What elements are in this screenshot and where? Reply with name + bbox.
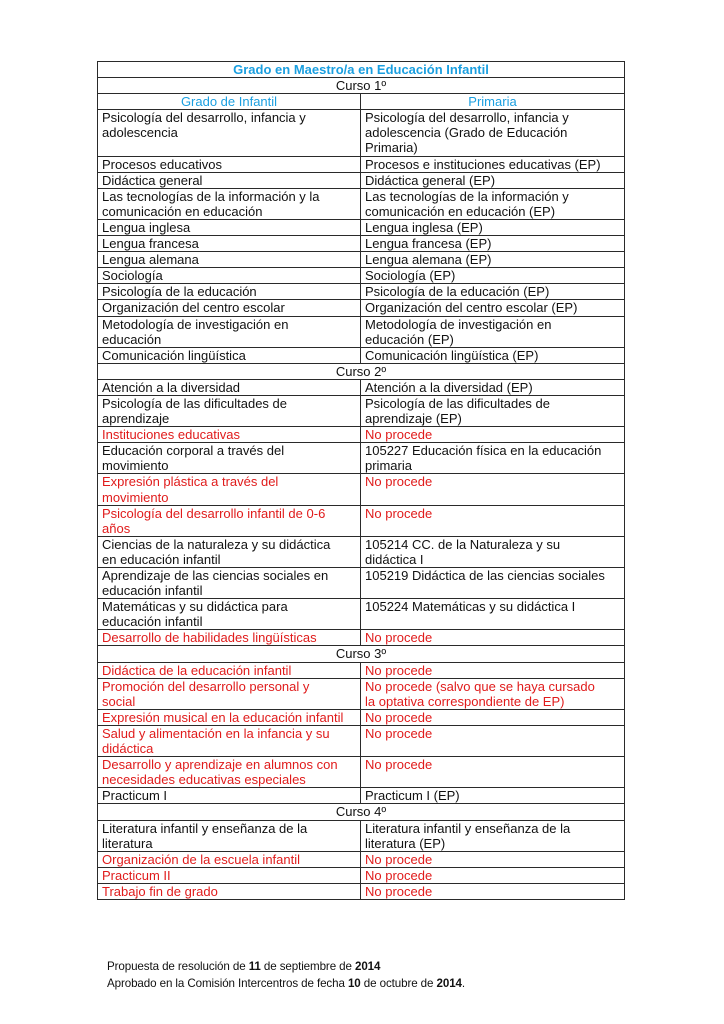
table-row (98, 568, 625, 599)
footer-text: Propuesta de resolución de (107, 960, 249, 973)
table-row (98, 788, 625, 804)
table-row (98, 172, 625, 188)
cell-primaria: No procede (361, 867, 625, 883)
table-row (98, 268, 625, 284)
cell-infantil: Psicología del desarrollo, infancia y adolescencia (98, 110, 361, 156)
footer-emphasis: 2014 (436, 977, 462, 990)
cell-primaria: No procede (361, 883, 625, 899)
footer-text: Aprobado en la Comisión Intercentros de fecha (107, 977, 348, 990)
table-row (98, 219, 625, 235)
cell-infantil: Atención a la diversidad (98, 379, 361, 395)
footer (107, 958, 465, 992)
cell-primaria: Las tecnologías de la información y comunicación en educación (EP) (361, 188, 625, 219)
table-row (98, 443, 625, 474)
cell-primaria: Practicum I (EP) (361, 788, 625, 804)
cell-primaria: Literatura infantil y enseñanza de la literatura (EP) (361, 820, 625, 851)
table-row (98, 379, 625, 395)
cell-infantil: Lengua francesa (98, 236, 361, 252)
cell-infantil: Sociología (98, 268, 361, 284)
cell-infantil: Lengua alemana (98, 252, 361, 268)
footer-text: de septiembre de (260, 960, 355, 973)
cell-primaria: Psicología del desarrollo, infancia y adolescencia (Grado de Educación Primaria) (361, 110, 625, 156)
cell-infantil: Promoción del desarrollo personal y social (98, 678, 361, 709)
footer-text: de octubre de (360, 977, 437, 990)
cell-infantil: Aprendizaje de las ciencias sociales en educación infantil (98, 568, 361, 599)
cell-primaria: No procede (361, 662, 625, 678)
footer-emphasis: 10 (347, 977, 361, 990)
cell-primaria: Lengua inglesa (EP) (361, 219, 625, 235)
course-label: Curso 2º (98, 363, 625, 379)
table-row (98, 252, 625, 268)
cell-infantil: Desarrollo y aprendizaje en alumnos con necesidades educativas especiales (98, 757, 361, 788)
course-row (98, 804, 625, 820)
table-row (98, 599, 625, 630)
cell-primaria: No procede (361, 757, 625, 788)
table-row (98, 188, 625, 219)
table-row-no-procede (98, 725, 625, 756)
cell-infantil: Lengua inglesa (98, 219, 361, 235)
cell-infantil: Matemáticas y su didáctica para educación infantil (98, 599, 361, 630)
cell-infantil: Practicum I (98, 788, 361, 804)
table-row-no-procede (98, 427, 625, 443)
cell-primaria: 105224 Matemáticas y su didáctica I (361, 599, 625, 630)
footer-emphasis: 11 (248, 960, 261, 973)
column-header-row (98, 94, 625, 110)
table-row-no-procede (98, 757, 625, 788)
column-header-primaria: Primaria (361, 94, 625, 110)
table-row-no-procede (98, 630, 625, 646)
table-row-no-procede (98, 867, 625, 883)
cell-infantil: Educación corporal a través del movimiento (98, 443, 361, 474)
cell-primaria: Lengua francesa (EP) (361, 236, 625, 252)
table-body (98, 62, 625, 900)
cell-primaria: Procesos e instituciones educativas (EP) (361, 156, 625, 172)
cell-infantil: Psicología del desarrollo infantil de 0-6 años (98, 505, 361, 536)
table-row (98, 156, 625, 172)
cell-infantil: Las tecnologías de la información y la comunicación en educación (98, 188, 361, 219)
table-row-no-procede (98, 851, 625, 867)
table-row-no-procede (98, 662, 625, 678)
cell-infantil: Desarrollo de habilidades lingüísticas (98, 630, 361, 646)
table-row-no-procede (98, 709, 625, 725)
cell-primaria: Comunicación lingüística (EP) (361, 347, 625, 363)
table-row (98, 284, 625, 300)
footer-text: . (461, 977, 466, 990)
cell-infantil: Didáctica general (98, 172, 361, 188)
course-row (98, 78, 625, 94)
table-row-no-procede (98, 883, 625, 899)
table-row (98, 300, 625, 316)
table-row-no-procede (98, 474, 625, 505)
table-row (98, 536, 625, 567)
table-row (98, 395, 625, 426)
column-header-infantil: Grado de Infantil (98, 94, 361, 110)
cell-primaria: Sociología (EP) (361, 268, 625, 284)
cell-primaria: 105219 Didáctica de las ciencias sociales (361, 568, 625, 599)
footer-line (107, 958, 465, 975)
cell-infantil: Psicología de la educación (98, 284, 361, 300)
course-row (98, 363, 625, 379)
table-title: Grado en Maestro/a en Educación Infantil (98, 62, 625, 78)
cell-primaria: No procede (salvo que se haya cursado la optativa correspondiente de EP) (361, 678, 625, 709)
cell-primaria: Metodología de investigación en educación (EP) (361, 316, 625, 347)
cell-infantil: Trabajo fin de grado (98, 883, 361, 899)
cell-infantil: Psicología de las dificultades de aprendizaje (98, 395, 361, 426)
table-row (98, 236, 625, 252)
cell-primaria: No procede (361, 505, 625, 536)
course-label: Curso 4º (98, 804, 625, 820)
cell-infantil: Expresión plástica a través del movimiento (98, 474, 361, 505)
cell-primaria: Psicología de la educación (EP) (361, 284, 625, 300)
course-label: Curso 1º (98, 78, 625, 94)
footer-emphasis: 2014 (354, 960, 381, 973)
cell-primaria: No procede (361, 427, 625, 443)
cell-infantil: Practicum II (98, 867, 361, 883)
cell-infantil: Expresión musical en la educación infantil (98, 709, 361, 725)
table-row-no-procede (98, 505, 625, 536)
table-row (98, 820, 625, 851)
course-row (98, 646, 625, 662)
cell-infantil: Ciencias de la naturaleza y su didáctica en educación infantil (98, 536, 361, 567)
cell-infantil: Literatura infantil y enseñanza de la literatura (98, 820, 361, 851)
cell-primaria: Psicología de las dificultades de aprendizaje (EP) (361, 395, 625, 426)
cell-infantil: Organización del centro escolar (98, 300, 361, 316)
footer-line (107, 975, 465, 992)
cell-infantil: Salud y alimentación en la infancia y su didáctica (98, 725, 361, 756)
cell-infantil: Didáctica de la educación infantil (98, 662, 361, 678)
equivalence-table (97, 61, 625, 900)
cell-primaria: Atención a la diversidad (EP) (361, 379, 625, 395)
table-row (98, 316, 625, 347)
cell-infantil: Organización de la escuela infantil (98, 851, 361, 867)
cell-infantil: Metodología de investigación en educación (98, 316, 361, 347)
cell-primaria: No procede (361, 725, 625, 756)
cell-primaria: No procede (361, 474, 625, 505)
table-row-no-procede (98, 678, 625, 709)
cell-infantil: Procesos educativos (98, 156, 361, 172)
cell-primaria: Lengua alemana (EP) (361, 252, 625, 268)
table-row (98, 110, 625, 156)
course-label: Curso 3º (98, 646, 625, 662)
cell-primaria: Didáctica general (EP) (361, 172, 625, 188)
cell-infantil: Comunicación lingüística (98, 347, 361, 363)
title-row (98, 62, 625, 78)
cell-primaria: No procede (361, 630, 625, 646)
cell-primaria: No procede (361, 851, 625, 867)
table-row (98, 347, 625, 363)
cell-infantil: Instituciones educativas (98, 427, 361, 443)
cell-primaria: Organización del centro escolar (EP) (361, 300, 625, 316)
cell-primaria: 105227 Educación física en la educación primaria (361, 443, 625, 474)
cell-primaria: No procede (361, 709, 625, 725)
cell-primaria: 105214 CC. de la Naturaleza y su didáctica I (361, 536, 625, 567)
